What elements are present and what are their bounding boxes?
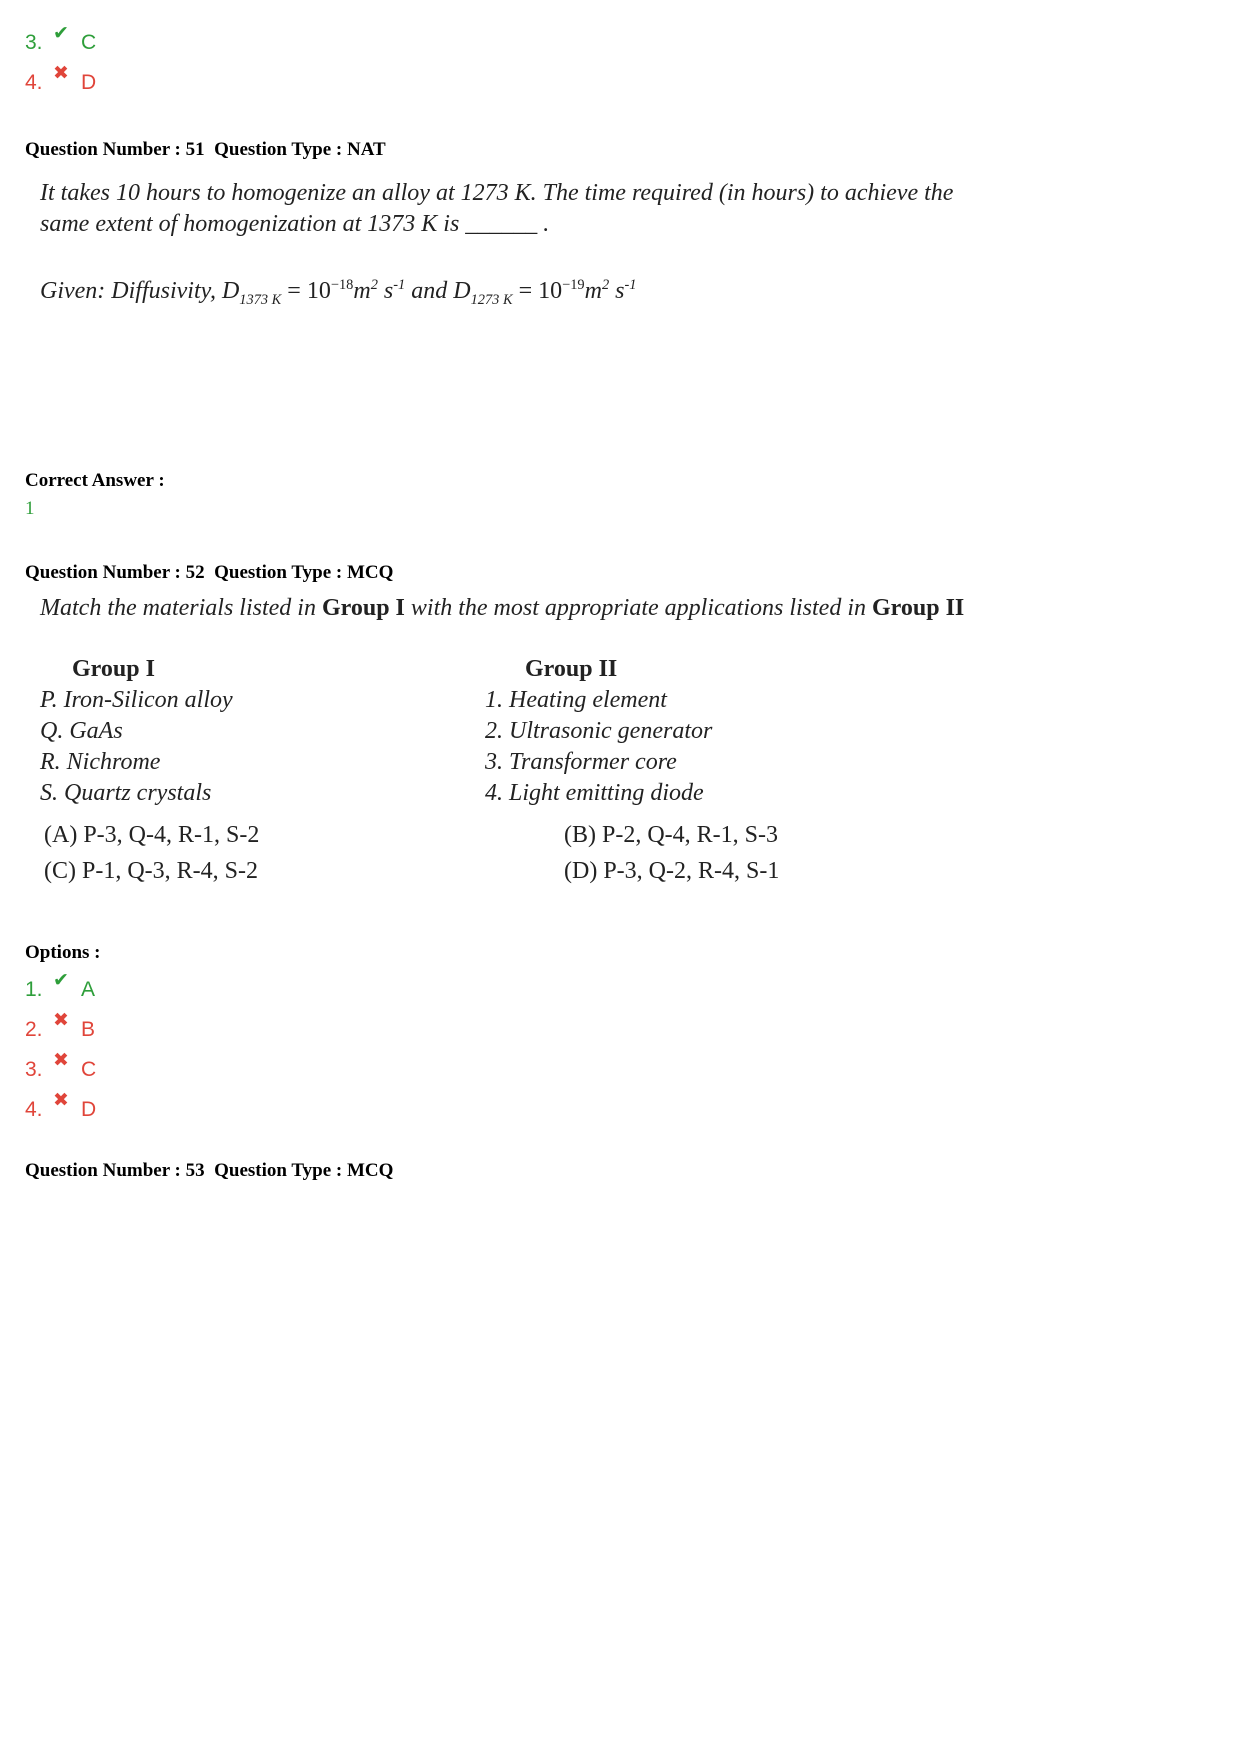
choice-c: (C) P-1, Q-3, R-4, S-2 bbox=[44, 858, 258, 884]
intro-bold: Group I bbox=[321, 595, 405, 621]
given-prefix: Given: Diffusivity, D bbox=[40, 278, 240, 304]
option-item bbox=[25, 970, 96, 1003]
equals: = 10 bbox=[281, 278, 331, 304]
unit: s bbox=[609, 278, 625, 304]
option-item bbox=[25, 23, 97, 56]
choice-b: (B) P-2, Q-4, R-1, S-3 bbox=[564, 822, 778, 848]
question-text-line: same extent of homogenization at 1373 K is ______ . bbox=[40, 211, 550, 237]
option-label: C bbox=[81, 1058, 97, 1081]
choice-d: (D) P-3, Q-2, R-4, S-1 bbox=[564, 858, 780, 884]
group2-item: 2. Ultrasonic generator bbox=[485, 718, 713, 744]
cross-icon: ✖ bbox=[53, 1010, 69, 1031]
group2-item: 4. Light emitting diode bbox=[485, 780, 704, 806]
option-number: 3. bbox=[25, 31, 43, 54]
group1-column bbox=[40, 654, 233, 809]
correct-answer-value: 1 bbox=[25, 498, 35, 519]
question-text bbox=[40, 178, 953, 240]
group2-column bbox=[485, 654, 712, 809]
subscript: 1273 K bbox=[470, 291, 513, 308]
exponent: −19 bbox=[562, 277, 585, 293]
question-heading: Question Number : 53 Question Type : MCQ bbox=[25, 1160, 394, 1181]
option-number: 3. bbox=[25, 1058, 43, 1081]
group1-item: R. Nichrome bbox=[40, 749, 161, 775]
equals: = 10 bbox=[512, 278, 563, 304]
unit: s bbox=[377, 278, 394, 304]
exponent: −18 bbox=[330, 277, 354, 293]
group1-item: Q. GaAs bbox=[40, 718, 123, 744]
subscript: 1373 K bbox=[239, 291, 282, 308]
option-number: 4. bbox=[25, 1098, 43, 1121]
unit: m bbox=[584, 278, 602, 304]
option-label: A bbox=[81, 978, 96, 1001]
and-text: and D bbox=[405, 278, 471, 304]
group2-item: 3. Transformer core bbox=[485, 749, 677, 775]
group2-item: 1. Heating element bbox=[485, 687, 667, 713]
option-number: 2. bbox=[25, 1018, 43, 1041]
checkmark-icon: ✔ bbox=[53, 970, 69, 991]
unit: m bbox=[353, 278, 371, 304]
options-label: Options : bbox=[25, 942, 101, 963]
group1-item: P. Iron-Silicon alloy bbox=[40, 687, 233, 713]
unit-sup: 2 bbox=[370, 277, 378, 293]
option-number: 1. bbox=[25, 978, 43, 1001]
question-heading: Question Number : 52 Question Type : MCQ bbox=[25, 562, 394, 583]
intro-text: Match the materials listed in bbox=[40, 595, 322, 621]
option-number: 4. bbox=[25, 71, 43, 94]
option-label: D bbox=[81, 71, 97, 94]
checkmark-icon: ✔ bbox=[53, 23, 69, 44]
cross-icon: ✖ bbox=[53, 1050, 69, 1071]
option-label: D bbox=[81, 1098, 97, 1121]
option-item bbox=[25, 1090, 97, 1123]
question-heading: Question Number : 51 Question Type : NAT bbox=[25, 139, 386, 160]
cross-icon: ✖ bbox=[53, 63, 69, 84]
intro-text: with the most appropriate applications listed in bbox=[404, 595, 872, 621]
option-label: C bbox=[81, 31, 97, 54]
option-label: B bbox=[81, 1018, 96, 1041]
intro-bold: Group II bbox=[872, 595, 965, 621]
group1-title: Group I bbox=[72, 656, 155, 682]
correct-answer-label: Correct Answer : bbox=[25, 470, 165, 491]
option-item bbox=[25, 63, 97, 96]
group1-item: S. Quartz crystals bbox=[40, 780, 212, 806]
option-item bbox=[25, 1010, 96, 1043]
question-text-line: It takes 10 hours to homogenize an alloy at 1273 K. The time required (in hours) to achieve the bbox=[40, 180, 954, 206]
unit-sup: -1 bbox=[393, 277, 406, 293]
given-line bbox=[40, 270, 637, 316]
option-item bbox=[25, 1050, 97, 1083]
unit-sup: 2 bbox=[601, 277, 610, 293]
group2-title: Group II bbox=[525, 656, 618, 682]
question-intro bbox=[40, 593, 964, 624]
cross-icon: ✖ bbox=[53, 1090, 69, 1111]
choice-a: (A) P-3, Q-4, R-1, S-2 bbox=[44, 822, 260, 848]
unit-sup: -1 bbox=[624, 277, 637, 293]
